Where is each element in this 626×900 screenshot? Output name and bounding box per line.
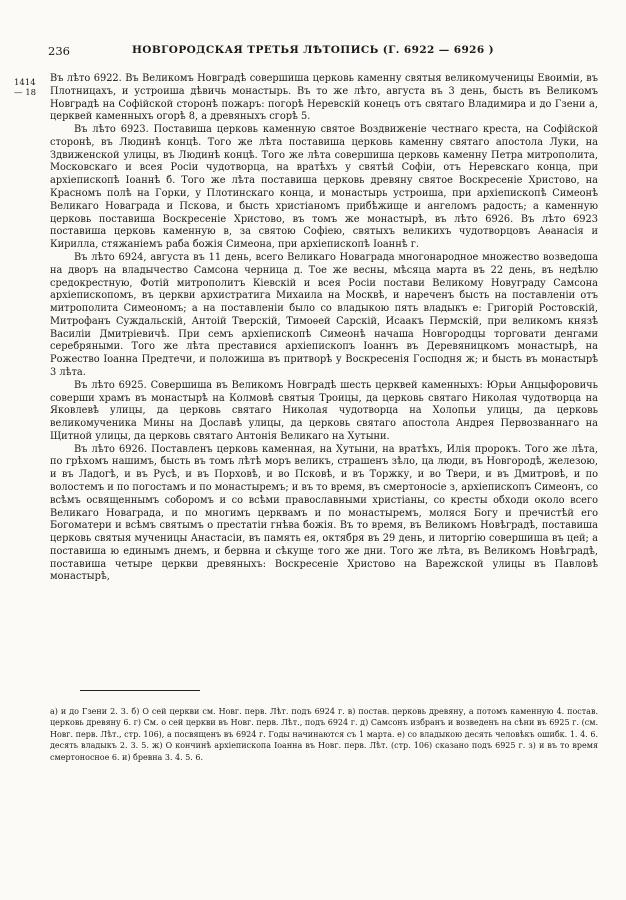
page-header — [36, 44, 590, 60]
footnote-divider — [80, 690, 200, 691]
paragraph: Въ лѣто 6923. Поставиша церковь каменную святое Воздвиженiе честнаго креста, на Софiйской сторонѣ, въ Людинѣ концѣ. Того же лѣта поставиша церковь каменну святаго апостола Луки, на Здвиженской улицы, въ Людинѣ концѣ. Того же лѣта совершиша церковь каменну Петра митрополита, Московскаго и всея Росiи чудотворца, на вратѣхъ у святѣй Софiи, отъ Неревскаго конца, при архiепископѣ Iоаннѣ б. Того же лѣта поставиша церковь древяну святое Воскресенiе Христово, на Красномъ полѣ на Горки, у Плотинскаго конца, и монастырь устроиша, при архiепископѣ Симеонѣ Великаго Новаграда и Пскова, и бысть христiаномъ прибѣжище и ангеломъ радость; а каменную церковь поставиша Воскресенiе Христово, въ томъ же монастырѣ, въ лѣто 6926. Въ лѣто 6923 поставиша церковь каменную в, за святою Софiею, святыхъ великихъ чудотворцовъ Аѳанасiя и Кирилла, стяжанiемъ раба божiя Симеона, при архiепископѣ Iоаннѣ г. — [50, 124, 598, 251]
footnotes: а) и до Гзени 2. 3. б) О сей церкви см. Новг. перв. Лѣт. подъ 6924 г. в) постав. церковь древяну, а потомъ каменную 4. постав. церковь древяну 6. г) См. о сей церкви въ Новг. перв. Лѣт., подъ 6924 г. д) Самсонъ избранъ и возведенъ на сѣни въ 6925 г. (см. Новг. перв. Лѣт., стр. 106), а посвященъ въ 6924 г. Годы начинаются съ 1 марта. е) со владыкою десять человѣкъ ошибк. 1. 4. 6. десять владыкъ 2. 3. 5. ж) О кончинѣ архiепископа Iоанна въ Новг. перв. Лѣт. (стр. 106) сказано подъ 6925 г. з) и въ то время смертоносное 6. и) бревна 3. 4. 5. 6. — [50, 707, 598, 762]
margin-year-note: 1414 — 18 — [14, 78, 37, 98]
body-text — [50, 73, 598, 584]
page-number: 236 — [48, 44, 70, 58]
paragraph: Въ лѣто 6924, августа въ 11 день, всего Великаго Новаграда многонародное множество возведоша на дворъ на владычество Самсона черница д. Тое же весны, мѣсяца марта въ 22 день, въ недѣлю средокрестную, Фотiй митрополитъ Кiевскiй и всея Росiи постави Великому Новуграду Самсона архiепископомъ, въ церкви архистратига Михаила на Москвѣ, и нареченъ бысть на поставленiи отъ митрополита Симеономъ; а на поставленiи было со владыкою пять владыкъ е: Григорiй Ростовскiй, Митрофанъ Суждальскiй, Антоiй Тверскiй, Тимоѳей Сарскiй, Исаакъ Пермскiй, при великомъ князѣ Василiи Дмитрiевичѣ. При семъ архiепископѣ Симеонѣ начаша Новгородцы торговати денгами серебряными. Того же лѣта преставися архiепископъ Iоаннъ въ Деревяницкомъ монастырѣ, на Рожество Iоанна Предтечи, и положиша въ притворѣ у Воскресенiя Господня ж; и бысть въ монастырѣ 3 лѣта. — [50, 251, 598, 378]
paragraph: Въ лѣто 6926. Поставленъ церковь каменная, на Хутыни, на вратѣхъ, Илiя пророкъ. Того же лѣта, по грѣхомъ нашимъ, бысть въ томъ лѣтѣ моръ великъ, страшенъ зѣло, ца люди, въ Новгородѣ, железою, и въ Ладогѣ, и въ Русѣ, и въ Порховѣ, и во Псковѣ, и въ Торжку, и во Твери, и въ Дмитровѣ, и по волостемъ и по погостамъ и по монастыремъ; и въ то время, въ смертоносiе з, архiепископъ Симеонъ, со всѣмъ освященнымъ соборомъ и со всѣми православными христiаны, со кресты обходи около всего Великаго Новаграда, и по многимъ церквамъ и по монастыремъ, моляся Богу и пречистѣй его Богоматери и всѣмъ святымъ о престатiи гнѣва божiя. Въ то время, въ Великомъ Новѣградѣ, поставиша церковь святыя мученицы Анастасiи, въ память ея, октября въ 29 день, и литоргiю совершиша въ цей; а поставиша ю единымъ днемъ, и бервна и сѣкуще того же дни. Того же лѣта, въ Великомъ Новѣградѣ, поставиша четыре церкви древяныхъ: Воскресенiе Христово на Варежской улицы въ Павловѣ монастырѣ, — [50, 443, 598, 583]
paragraph: Въ лѣто 6922. Въ Великомъ Новградѣ совершиша церковь каменну святыя великомученицы Евоимiи, въ Плотницахъ, и устроиша дѣвичь монастырь. Въ то же лѣто, августа въ 3 день, бысть въ Великомъ Новградѣ на Софiйской сторонѣ пожаръ: погорѣ Неревскiй конецъ отъ святаго Владимира и до Гзени а, церквей каменныхъ огорѣ 8, а древяныхъ сгорѣ 5. — [50, 73, 598, 123]
running-title: НОВГОРОДСКАЯ ТРЕТЬЯ ЛѢТОПИСЬ (Г. 6922 — 6926 ) — [131, 44, 494, 56]
paragraph: Въ лѣто 6925. Совершиша въ Великомъ Новградѣ шесть церквей каменныхъ: Юрьи Анцыфоровичь соверши храмъ въ монастырѣ на Колмовѣ святыя Троицы, да церковь святаго Николая чудотворца на Яковлевѣ улицы, да церковь святаго Николая чудотворца на Холопьи улицы, да церковь великомученика Мины на Дославѣ улицы, да церковь святаго апостола Андрея Первозваннаго на Щитной улицы, да церковь святаго Антонiя Великаго на Хутыни. — [50, 379, 598, 442]
